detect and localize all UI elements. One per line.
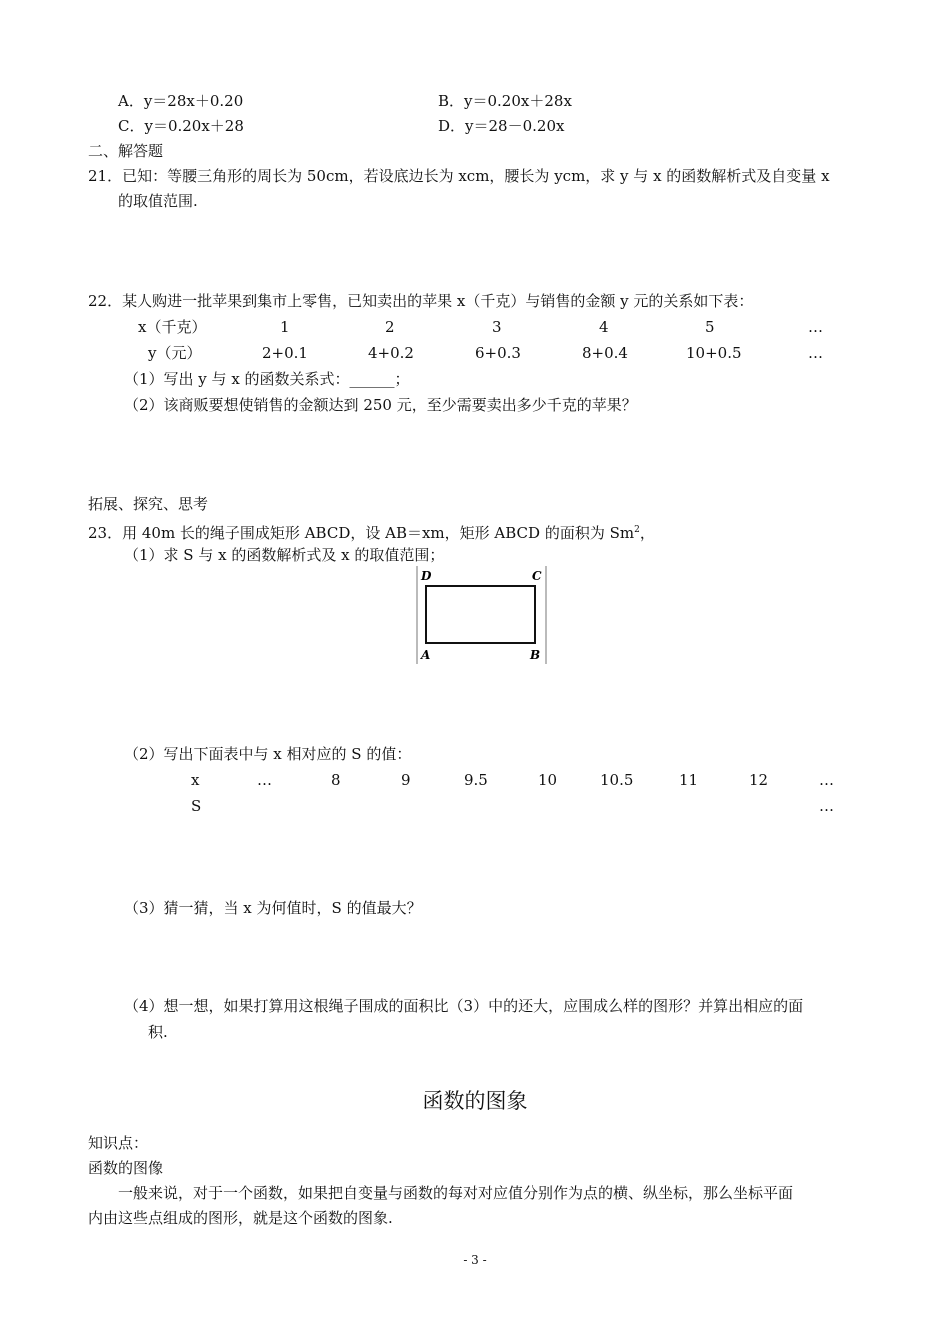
table-x-cell: 8: [331, 771, 341, 789]
question-23-intro-text: 23．用 40m 长的绳子围成矩形 ABCD，设 AB＝xm，矩形 ABCD 的面积为 Sm: [88, 524, 635, 542]
table-x-cell: …: [819, 771, 834, 789]
table-s-cell: …: [819, 797, 834, 815]
table-x-header: x: [191, 771, 200, 789]
question-22-part2: （2）该商贩要想使销售的金额达到 250 元，至少需要卖出多少千克的苹果？: [124, 396, 637, 414]
table-x-cell: 2: [385, 318, 395, 336]
table-y-cell: 2+0.1: [262, 344, 308, 362]
table-x-cell: 10.5: [600, 771, 634, 789]
table-y-cell: 4+0.2: [368, 344, 414, 362]
graph-heading: 函数的图像: [88, 1159, 164, 1177]
table-y-cell: …: [808, 344, 823, 362]
vertex-label-c: C: [532, 569, 542, 583]
rectangle-abcd-figure: [416, 566, 547, 664]
table-x-cell: 9.5: [464, 771, 488, 789]
question-23-part1: （1）求 S 与 x 的函数解析式及 x 的取值范围；: [124, 546, 445, 564]
question-21-line1: 21．已知：等腰三角形的周长为 50cm，若设底边长为 xcm，腰长为 ycm，求 y 与 x 的函数解析式及自变量 x: [88, 167, 830, 185]
section-heading-answers: 二、解答题: [88, 142, 164, 160]
definition-line1: 一般来说，对于一个函数，如果把自变量与函数的每对对应值分别作为点的横、纵坐标，那么坐标平面: [118, 1184, 794, 1202]
option-b: B．y＝0.20x＋28x: [438, 92, 572, 110]
page-number: - 3 -: [463, 1253, 487, 1267]
vertex-label-a: A: [421, 648, 431, 662]
table-x-cell: 12: [749, 771, 769, 789]
table-x-cell: …: [808, 318, 823, 336]
vertex-label-b: B: [530, 648, 541, 662]
vertex-label-d: D: [421, 569, 432, 583]
table-y-cell: 10+0.5: [686, 344, 742, 362]
knowledge-label: 知识点：: [88, 1134, 149, 1152]
table-x-cell: 9: [401, 771, 411, 789]
option-a: A．y＝28x＋0.20: [118, 92, 244, 110]
table-x-cell: 4: [599, 318, 609, 336]
question-23-part3: （3）猜一猜，当 x 为何值时，S 的值最大？: [124, 899, 422, 917]
definition-line2: 内由这些点组成的图形，就是这个函数的图象.: [88, 1209, 393, 1227]
section-title: 函数的图象: [422, 1089, 528, 1113]
table-y-header: y（元）: [148, 344, 202, 362]
table-x-cell: 1: [280, 318, 290, 336]
table-y-cell: 6+0.3: [475, 344, 521, 362]
option-c: C．y＝0.20x＋28: [118, 117, 244, 135]
question-22-part1: （1）写出 y 与 x 的函数关系式：______；: [124, 370, 410, 388]
table-x-cell: 10: [538, 771, 558, 789]
table-x-cell: 5: [705, 318, 715, 336]
table-x-cell: 11: [679, 771, 699, 789]
superscript: 2: [634, 525, 640, 535]
option-d: D．y＝28－0.20x: [438, 117, 565, 135]
question-22-intro: 22．某人购进一批苹果到集市上零售，已知卖出的苹果 x（千克）与销售的金额 y 元的关系如下表：: [88, 292, 754, 310]
question-23-part4-line2: 积.: [148, 1023, 168, 1041]
table-x-cell: 3: [492, 318, 502, 336]
question-23-part4-line1: （4）想一想，如果打算用这根绳子围成的面积比（3）中的还大，应围成么样的图形？并算出相应的面: [124, 997, 804, 1015]
question-23-part2: （2）写出下面表中与 x 相对应的 S 的值：: [124, 745, 412, 763]
table-y-cell: 8+0.4: [582, 344, 628, 362]
question-23-intro: [88, 520, 655, 543]
extension-heading: 拓展、探究、思考: [88, 495, 209, 513]
table-s-header: S: [191, 797, 202, 815]
table-x-cell: …: [257, 771, 272, 789]
question-23-intro-tail: ，: [639, 524, 655, 542]
question-21-line2: 的取值范围.: [118, 192, 198, 210]
table-x-header: x（千克）: [138, 318, 207, 336]
